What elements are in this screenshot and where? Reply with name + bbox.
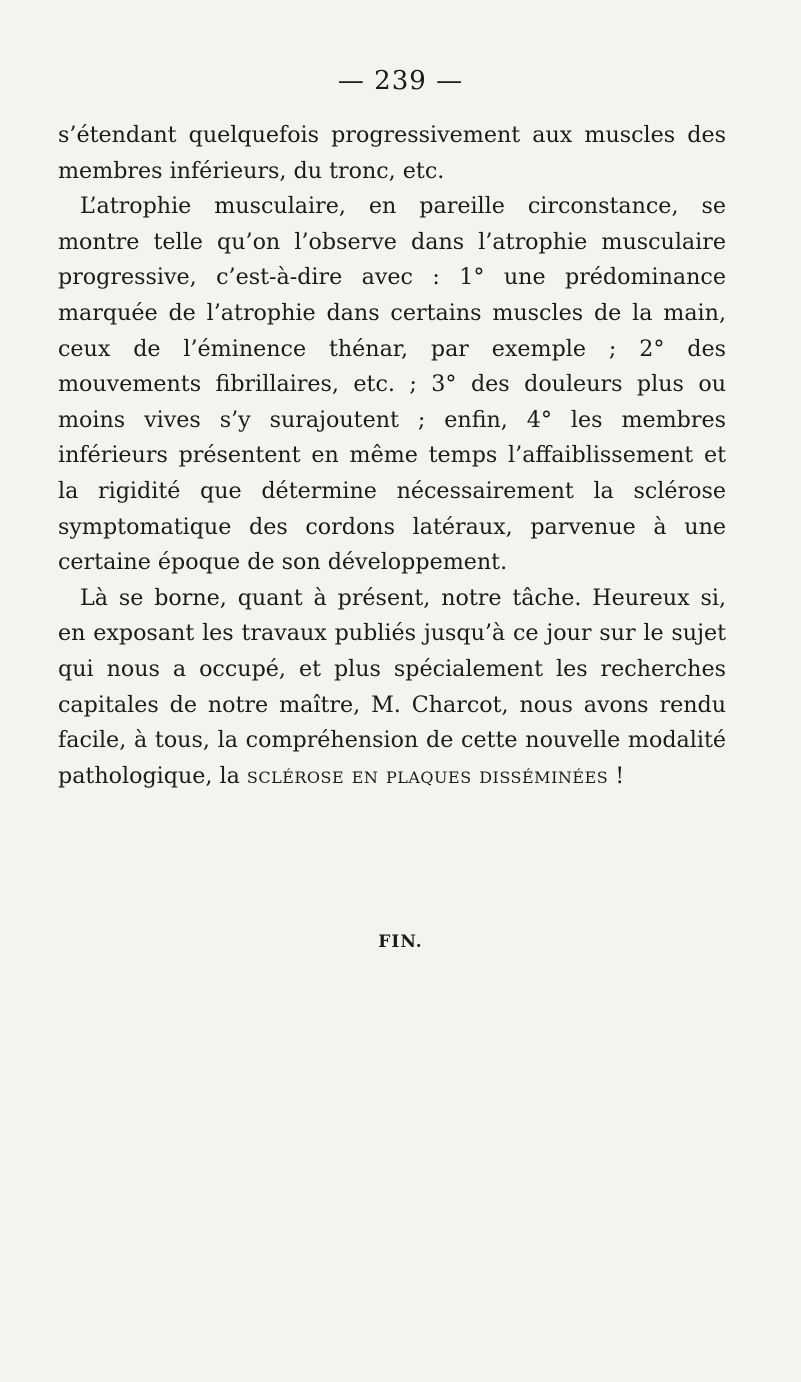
paragraph-3-end: ! xyxy=(608,762,625,789)
paragraph-3-smallcaps: sclérose en plaques disséminées xyxy=(246,762,609,789)
fin-marker: FIN. xyxy=(378,932,423,952)
paragraph-3-text: Là se borne, quant à présent, notre tâche. Heureux si, en exposant les travaux publiés jusqu’à ce jour sur le sujet qui nous a occupé, et plus spécialement les recherches capitales de notre maître, M. Charcot, nous avons rendu facile, à tous, la compréhension de cette nouvelle modalité pathologique, la xyxy=(58,584,726,789)
body-text xyxy=(58,118,726,794)
paragraph-1: s’étendant quelquefois progressivement aux muscles des membres inférieurs, du tronc, etc. xyxy=(58,122,726,184)
page-number: — 239 — xyxy=(337,66,464,96)
paragraph-3 xyxy=(58,581,726,795)
paragraph-2: L’atrophie musculaire, en pareille circonstance, se montre telle qu’on l’observe dans l’atrophie musculaire progressive, c’est-à-dire avec : 1° une prédominance marquée de l’atrophie dans certains muscles de la main, ceux de l’éminence thénar, par exemple ; 2° des mouvements fibrillaires, etc. ; 3° des douleurs plus ou moins vives s’y surajoutent ; enfin, 4° les membres inférieurs présentent en même temps l’affaiblissement et la rigidité que détermine nécessairement la sclérose symptomatique des cordons latéraux, parvenue à une certaine époque de son développement. xyxy=(58,193,726,576)
